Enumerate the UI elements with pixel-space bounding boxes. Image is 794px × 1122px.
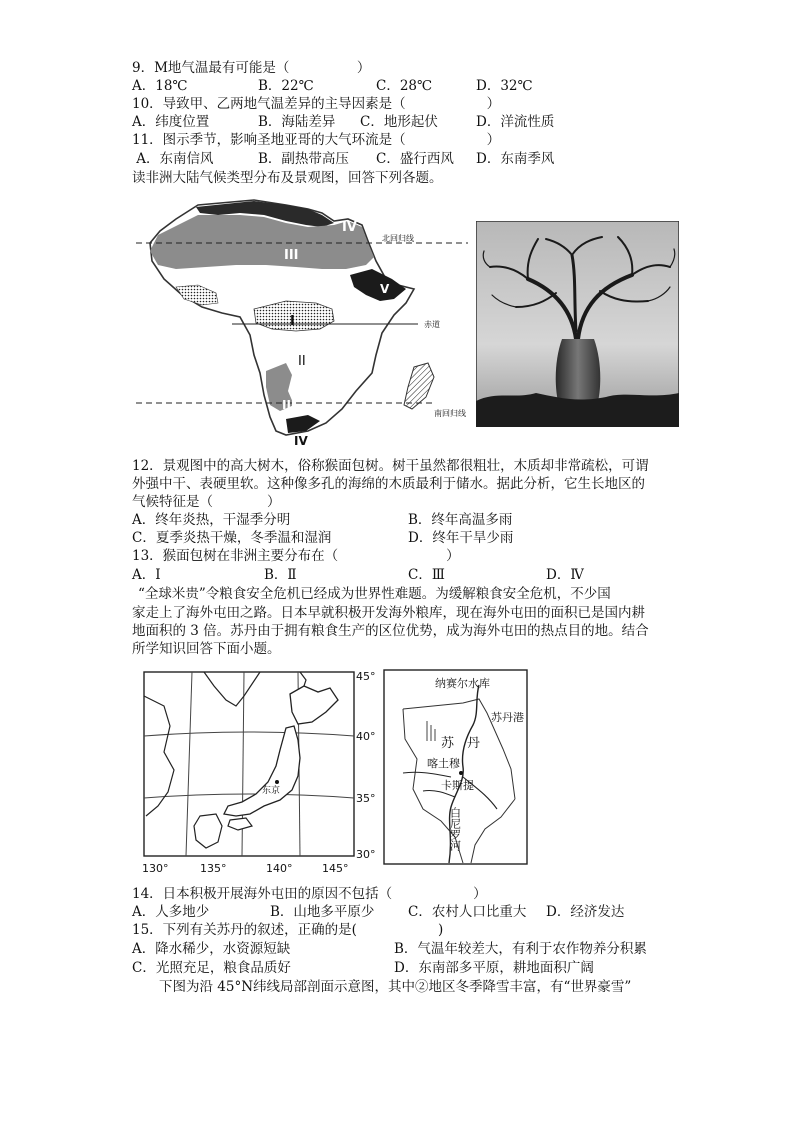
kosti-label: 卡斯提 xyxy=(441,779,474,792)
q12-option-d: D．终年干旱少雨 xyxy=(408,530,514,546)
japan-map xyxy=(134,666,384,880)
tokyo-label: 东京 xyxy=(262,786,281,796)
q14-option-d: D．经济发达 xyxy=(546,904,625,920)
q13-option-c: C．Ⅲ xyxy=(408,567,445,583)
q15-option-c: C．光照充足，粮食品质好 xyxy=(132,960,291,976)
zone-iv-south-label: IV xyxy=(294,434,308,448)
tokyo-marker xyxy=(275,780,279,784)
q12-line-2: 外强中干、表硬里软。这种像多孔的海绵的木质最利于储水。据此分析，它生长地区的 xyxy=(132,476,645,492)
zone-iii-north-label: III xyxy=(284,248,299,263)
lon-label-135: 135° xyxy=(200,862,227,875)
zone-iv-north-label: IV xyxy=(342,220,357,235)
q9-option-b: B．22℃ xyxy=(258,78,314,94)
tropic-south-label: 南回归线 xyxy=(434,409,466,418)
lat-label-40: 40° xyxy=(356,730,376,743)
q9-option-a: A．18℃ xyxy=(132,78,188,94)
zone-v-label: V xyxy=(380,282,390,296)
q13-option-a: A．Ⅰ xyxy=(132,567,161,583)
sudan-map xyxy=(383,669,528,865)
reservoir-label: 纳赛尔水库 xyxy=(435,677,490,690)
q11-option-a: A．东南信风 xyxy=(132,151,214,167)
q10-option-a: A．纬度位置 xyxy=(132,114,210,130)
intro-food-line-3: 地面积的 3 倍。苏丹由于拥有粮食生产的区位优势，成为海外屯田的热点目的地。结合 xyxy=(132,623,649,639)
equator-label: 赤道 xyxy=(424,320,440,329)
q14-stem: 14．日本积极开展海外屯田的原因不包括（ ） xyxy=(132,886,487,902)
q14-option-a: A．人多地少 xyxy=(132,904,210,920)
madagascar xyxy=(404,363,434,409)
q13-option-b: B．Ⅱ xyxy=(264,567,297,583)
country-label: 苏 丹 xyxy=(441,736,481,751)
q14-option-c: C．农村人口比重大 xyxy=(408,904,527,920)
lon-label-145: 145° xyxy=(322,862,349,875)
q11-option-c: C．盛行西风 xyxy=(376,151,454,167)
q11-stem: 11．图示季节，影响圣地亚哥的大气环流是（ ） xyxy=(132,132,501,148)
africa-climate-map xyxy=(136,195,468,453)
intro-food-line-1: “全球米贵”令粮食安全危机已经成为世界性难题。为缓解粮食安全危机，不少国 xyxy=(138,586,611,602)
zone-ii-label: II xyxy=(298,354,306,369)
q11-option-b: B．副热带高压 xyxy=(258,151,349,167)
zone-iii-south-label: III xyxy=(282,398,296,412)
q15-option-d: D．东南部多平原，耕地面积广阔 xyxy=(394,960,594,976)
q11-option-d: D．东南季风 xyxy=(476,151,555,167)
q12-option-c: C．夏季炎热干燥，冬季温和湿润 xyxy=(132,530,332,546)
q13-option-d: D．Ⅳ xyxy=(546,567,584,583)
q15-option-a: A．降水稀少，水资源短缺 xyxy=(132,941,291,957)
q10-stem: 10．导致甲、乙两地气温差异的主导因素是（ ） xyxy=(132,96,501,112)
khartoum-label: 喀土穆 xyxy=(427,757,460,770)
q12-line-1: 12．景观图中的高大树木，俗称猴面包树。树干虽然都很粗壮，木质却非常疏松，可谓 xyxy=(132,458,649,474)
tropic-north-label: 北回归线 xyxy=(382,234,414,243)
baobab-photo xyxy=(476,221,679,427)
lat-label-45: 45° xyxy=(356,670,376,683)
port-label: 苏丹港 xyxy=(491,711,524,724)
q12-option-b: B．终年高温多雨 xyxy=(408,512,513,528)
q12-option-a: A．终年炎热，干湿季分明 xyxy=(132,512,291,528)
khartoum-marker xyxy=(459,771,463,775)
zone-i-label: I xyxy=(290,314,295,329)
q14-option-b: B．山地多平原少 xyxy=(270,904,375,920)
intro-food-line-4: 所学知识回答下面小题。 xyxy=(132,641,281,657)
q9-option-c: C．28℃ xyxy=(376,78,433,94)
q12-line-3: 气候特征是（ ） xyxy=(132,494,281,510)
q15-option-b: B．气温年较差大，有利于农作物养分积累 xyxy=(394,941,647,957)
intro-next: 下图为沿 45°N纬线局部剖面示意图，其中②地区冬季降雪丰富，有“世界豪雪” xyxy=(132,979,632,995)
intro-food-line-2: 家走上了海外屯田之路。日本早就积极开发海外粮库，现在海外屯田的面积已是国内耕 xyxy=(132,605,645,621)
q10-option-c: C．地形起伏 xyxy=(360,114,438,130)
q10-option-b: B．海陆差异 xyxy=(258,114,336,130)
white-nile-label: 白尼罗河 xyxy=(448,807,462,851)
q10-option-d: D．洋流性质 xyxy=(476,114,555,130)
lat-label-30: 30° xyxy=(356,848,376,861)
q9-stem: 9．M地气温最有可能是（ ） xyxy=(132,60,371,76)
lon-label-140: 140° xyxy=(266,862,293,875)
q13-stem: 13．猴面包树在非洲主要分布在（ ） xyxy=(132,548,460,564)
q9-option-d: D．32℃ xyxy=(476,78,533,94)
lat-label-35: 35° xyxy=(356,792,376,805)
intro-africa: 读非洲大陆气候类型分布及景观图，回答下列各题。 xyxy=(132,170,443,186)
lon-label-130: 130° xyxy=(142,862,169,875)
q15-stem: 15．下列有关苏丹的叙述，正确的是( ) xyxy=(132,922,444,938)
